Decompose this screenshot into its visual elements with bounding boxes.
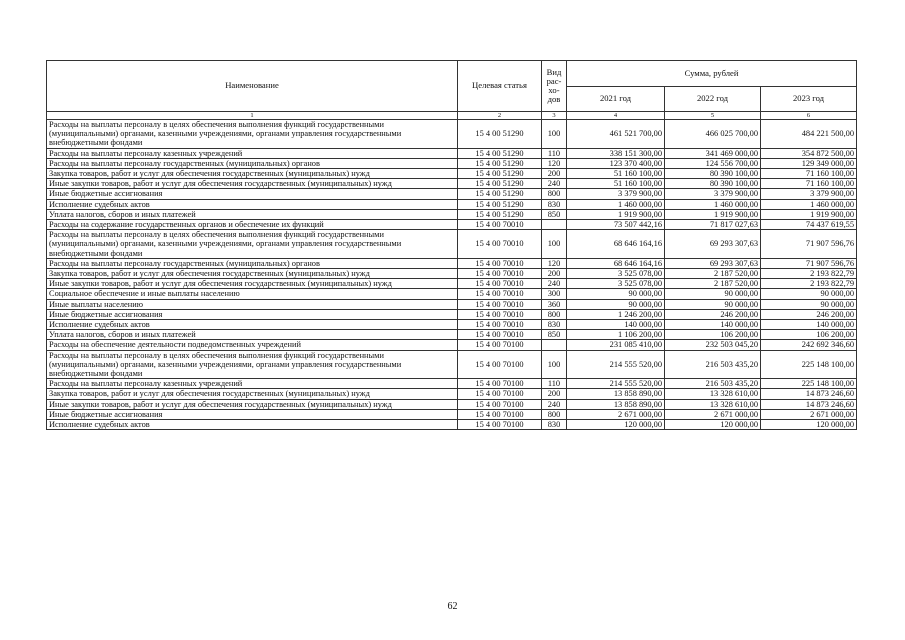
row-name: Закупка товаров, работ и услуг для обеспечения государственных (муниципальных) нужд bbox=[47, 269, 458, 279]
row-sum-2023: 71 160 100,00 bbox=[761, 179, 857, 189]
row-sum-2021: 120 000,00 bbox=[567, 420, 665, 430]
row-target-article: 15 4 00 51290 bbox=[458, 148, 542, 158]
row-target-article: 15 4 00 51290 bbox=[458, 169, 542, 179]
column-number: 6 bbox=[761, 112, 857, 120]
row-expense-type: 200 bbox=[542, 269, 567, 279]
row-sum-2021: 3 379 900,00 bbox=[567, 189, 665, 199]
row-expense-type: 240 bbox=[542, 399, 567, 409]
row-sum-2022: 216 503 435,20 bbox=[665, 379, 761, 389]
row-sum-2021: 214 555 520,00 bbox=[567, 350, 665, 379]
row-sum-2022: 466 025 700,00 bbox=[665, 120, 761, 149]
column-number: 4 bbox=[567, 112, 665, 120]
table-row bbox=[47, 389, 857, 399]
row-sum-2023: 3 379 900,00 bbox=[761, 189, 857, 199]
row-sum-2021: 13 858 890,00 bbox=[567, 399, 665, 409]
row-name: Иные закупки товаров, работ и услуг для обеспечения государственных (муниципальных) нужд bbox=[47, 399, 458, 409]
row-expense-type: 240 bbox=[542, 179, 567, 189]
column-number: 5 bbox=[665, 112, 761, 120]
row-expense-type: 100 bbox=[542, 230, 567, 259]
row-expense-type: 830 bbox=[542, 199, 567, 209]
row-expense-type: 800 bbox=[542, 189, 567, 199]
row-sum-2023: 106 200,00 bbox=[761, 330, 857, 340]
row-target-article: 15 4 00 70010 bbox=[458, 289, 542, 299]
row-sum-2021: 2 671 000,00 bbox=[567, 409, 665, 419]
table-row bbox=[47, 199, 857, 209]
column-number: 1 bbox=[47, 112, 458, 120]
row-sum-2022: 13 328 610,00 bbox=[665, 399, 761, 409]
row-sum-2023: 140 000,00 bbox=[761, 320, 857, 330]
row-expense-type: 100 bbox=[542, 350, 567, 379]
row-sum-2021: 73 507 442,16 bbox=[567, 220, 665, 230]
row-sum-2022: 246 200,00 bbox=[665, 309, 761, 319]
header-target-article: Целевая статья bbox=[458, 61, 542, 112]
page-number: 62 bbox=[447, 601, 458, 612]
row-sum-2023: 71 907 596,76 bbox=[761, 230, 857, 259]
row-sum-2021: 123 370 400,00 bbox=[567, 158, 665, 168]
row-target-article: 15 4 00 51290 bbox=[458, 158, 542, 168]
row-name: Уплата налогов, сборов и иных платежей bbox=[47, 330, 458, 340]
row-target-article: 15 4 00 70010 bbox=[458, 330, 542, 340]
row-name: Расходы на выплаты персоналу казенных учреждений bbox=[47, 379, 458, 389]
row-sum-2022: 71 817 027,63 bbox=[665, 220, 761, 230]
row-name: Иные закупки товаров, работ и услуг для обеспечения государственных (муниципальных) нужд bbox=[47, 279, 458, 289]
row-name: Закупка товаров, работ и услуг для обеспечения государственных (муниципальных) нужд bbox=[47, 169, 458, 179]
column-number: 3 bbox=[542, 112, 567, 120]
row-sum-2023: 90 000,00 bbox=[761, 299, 857, 309]
table-row bbox=[47, 120, 857, 149]
row-sum-2023: 1 919 900,00 bbox=[761, 209, 857, 219]
table-row bbox=[47, 340, 857, 350]
row-sum-2022: 2 187 520,00 bbox=[665, 279, 761, 289]
row-expense-type bbox=[542, 340, 567, 350]
row-sum-2022: 80 390 100,00 bbox=[665, 179, 761, 189]
table-row bbox=[47, 299, 857, 309]
row-sum-2021: 3 525 078,00 bbox=[567, 279, 665, 289]
row-target-article: 15 4 00 70010 bbox=[458, 279, 542, 289]
row-target-article: 15 4 00 70010 bbox=[458, 220, 542, 230]
row-sum-2023: 71 907 596,76 bbox=[761, 258, 857, 268]
row-sum-2023: 120 000,00 bbox=[761, 420, 857, 430]
row-sum-2022: 2 671 000,00 bbox=[665, 409, 761, 419]
row-sum-2023: 354 872 500,00 bbox=[761, 148, 857, 158]
row-expense-type bbox=[542, 220, 567, 230]
table-row bbox=[47, 220, 857, 230]
row-target-article: 15 4 00 70100 bbox=[458, 399, 542, 409]
row-sum-2021: 461 521 700,00 bbox=[567, 120, 665, 149]
row-sum-2021: 1 106 200,00 bbox=[567, 330, 665, 340]
table-row bbox=[47, 179, 857, 189]
row-sum-2023: 484 221 500,00 bbox=[761, 120, 857, 149]
row-sum-2023: 225 148 100,00 bbox=[761, 350, 857, 379]
row-target-article: 15 4 00 51290 bbox=[458, 209, 542, 219]
row-sum-2023: 74 437 619,55 bbox=[761, 220, 857, 230]
row-target-article: 15 4 00 70010 bbox=[458, 269, 542, 279]
row-expense-type: 300 bbox=[542, 289, 567, 299]
row-sum-2022: 232 503 045,20 bbox=[665, 340, 761, 350]
row-name: Закупка товаров, работ и услуг для обеспечения государственных (муниципальных) нужд bbox=[47, 389, 458, 399]
row-target-article: 15 4 00 70100 bbox=[458, 420, 542, 430]
row-name: Иные выплаты населению bbox=[47, 299, 458, 309]
table-row bbox=[47, 399, 857, 409]
row-sum-2023: 90 000,00 bbox=[761, 289, 857, 299]
row-sum-2021: 51 160 100,00 bbox=[567, 179, 665, 189]
row-name: Исполнение судебных актов bbox=[47, 420, 458, 430]
row-sum-2021: 338 151 300,00 bbox=[567, 148, 665, 158]
row-expense-type: 830 bbox=[542, 420, 567, 430]
row-name: Расходы на выплаты персоналу в целях обеспечения выполнения функций государственными (муниципальными) органами, казенными учреждениями, органами управления государственными внебюджетными фондами bbox=[47, 230, 458, 259]
row-name: Расходы на выплаты персоналу государственных (муниципальных) органов bbox=[47, 258, 458, 268]
row-target-article: 15 4 00 70010 bbox=[458, 230, 542, 259]
column-number: 2 bbox=[458, 112, 542, 120]
table-row bbox=[47, 269, 857, 279]
table-row bbox=[47, 330, 857, 340]
row-sum-2023: 2 671 000,00 bbox=[761, 409, 857, 419]
row-target-article: 15 4 00 70100 bbox=[458, 350, 542, 379]
row-expense-type: 850 bbox=[542, 209, 567, 219]
table-row bbox=[47, 420, 857, 430]
table-row bbox=[47, 209, 857, 219]
column-number-row bbox=[47, 112, 857, 120]
row-sum-2022: 1 460 000,00 bbox=[665, 199, 761, 209]
row-expense-type: 240 bbox=[542, 279, 567, 289]
header-row-top bbox=[47, 61, 857, 87]
row-name: Иные бюджетные ассигнования bbox=[47, 409, 458, 419]
budget-table bbox=[46, 60, 857, 430]
row-target-article: 15 4 00 51290 bbox=[458, 189, 542, 199]
header-sum: Сумма, рублей bbox=[567, 61, 857, 87]
row-target-article: 15 4 00 70010 bbox=[458, 309, 542, 319]
row-expense-type: 200 bbox=[542, 169, 567, 179]
table-body bbox=[47, 120, 857, 430]
table-row bbox=[47, 279, 857, 289]
row-name: Расходы на выплаты персоналу казенных учреждений bbox=[47, 148, 458, 158]
row-sum-2023: 129 349 000,00 bbox=[761, 158, 857, 168]
row-sum-2021: 1 919 900,00 bbox=[567, 209, 665, 219]
row-name: Уплата налогов, сборов и иных платежей bbox=[47, 209, 458, 219]
table-row bbox=[47, 230, 857, 259]
row-sum-2021: 90 000,00 bbox=[567, 299, 665, 309]
row-sum-2021: 90 000,00 bbox=[567, 289, 665, 299]
table-row bbox=[47, 289, 857, 299]
row-name: Расходы на выплаты персоналу государственных (муниципальных) органов bbox=[47, 158, 458, 168]
table-row bbox=[47, 148, 857, 158]
row-sum-2022: 140 000,00 bbox=[665, 320, 761, 330]
table-row bbox=[47, 189, 857, 199]
row-target-article: 15 4 00 70100 bbox=[458, 379, 542, 389]
row-expense-type: 100 bbox=[542, 120, 567, 149]
row-expense-type: 120 bbox=[542, 258, 567, 268]
row-expense-type: 120 bbox=[542, 158, 567, 168]
row-expense-type: 110 bbox=[542, 379, 567, 389]
row-sum-2022: 80 390 100,00 bbox=[665, 169, 761, 179]
row-expense-type: 200 bbox=[542, 389, 567, 399]
row-sum-2022: 120 000,00 bbox=[665, 420, 761, 430]
header-year-2021: 2021 год bbox=[567, 87, 665, 112]
row-sum-2023: 242 692 346,60 bbox=[761, 340, 857, 350]
header-year-2023: 2023 год bbox=[761, 87, 857, 112]
row-sum-2023: 71 160 100,00 bbox=[761, 169, 857, 179]
header-year-2022: 2022 год bbox=[665, 87, 761, 112]
row-sum-2021: 68 646 164,16 bbox=[567, 230, 665, 259]
row-sum-2022: 69 293 307,63 bbox=[665, 230, 761, 259]
row-sum-2023: 2 193 822,79 bbox=[761, 279, 857, 289]
table-row bbox=[47, 158, 857, 168]
row-sum-2021: 1 246 200,00 bbox=[567, 309, 665, 319]
row-sum-2022: 341 469 000,00 bbox=[665, 148, 761, 158]
row-expense-type: 360 bbox=[542, 299, 567, 309]
table-row bbox=[47, 258, 857, 268]
row-target-article: 15 4 00 51290 bbox=[458, 199, 542, 209]
table-row bbox=[47, 169, 857, 179]
header-name: Наименование bbox=[47, 61, 458, 112]
row-sum-2021: 51 160 100,00 bbox=[567, 169, 665, 179]
row-name: Расходы на выплаты персоналу в целях обеспечения выполнения функций государственными (муниципальными) органами, казенными учреждениями, органами управления государственными внебюджетными фондами bbox=[47, 350, 458, 379]
row-name: Исполнение судебных актов bbox=[47, 199, 458, 209]
row-target-article: 15 4 00 70010 bbox=[458, 299, 542, 309]
row-expense-type: 850 bbox=[542, 330, 567, 340]
row-sum-2022: 106 200,00 bbox=[665, 330, 761, 340]
row-name: Социальное обеспечение и иные выплаты населению bbox=[47, 289, 458, 299]
row-sum-2023: 1 460 000,00 bbox=[761, 199, 857, 209]
row-name: Иные бюджетные ассигнования bbox=[47, 309, 458, 319]
row-sum-2022: 1 919 900,00 bbox=[665, 209, 761, 219]
row-sum-2023: 2 193 822,79 bbox=[761, 269, 857, 279]
row-sum-2021: 214 555 520,00 bbox=[567, 379, 665, 389]
row-sum-2022: 124 556 700,00 bbox=[665, 158, 761, 168]
row-sum-2022: 3 379 900,00 bbox=[665, 189, 761, 199]
row-target-article: 15 4 00 51290 bbox=[458, 179, 542, 189]
row-sum-2023: 14 873 246,60 bbox=[761, 399, 857, 409]
table-row bbox=[47, 350, 857, 379]
row-name: Исполнение судебных актов bbox=[47, 320, 458, 330]
table-row bbox=[47, 379, 857, 389]
row-name: Иные закупки товаров, работ и услуг для обеспечения государственных (муниципальных) нужд bbox=[47, 179, 458, 189]
row-sum-2022: 216 503 435,20 bbox=[665, 350, 761, 379]
row-sum-2021: 140 000,00 bbox=[567, 320, 665, 330]
row-name: Расходы на содержание государственных органов и обеспечение их функций bbox=[47, 220, 458, 230]
row-target-article: 15 4 00 70010 bbox=[458, 320, 542, 330]
row-name: Расходы на выплаты персоналу в целях обеспечения выполнения функций государственными (муниципальными) органами, казенными учреждениями, органами управления государственными внебюджетными фондами bbox=[47, 120, 458, 149]
row-target-article: 15 4 00 70100 bbox=[458, 409, 542, 419]
row-sum-2023: 246 200,00 bbox=[761, 309, 857, 319]
row-sum-2022: 90 000,00 bbox=[665, 289, 761, 299]
row-expense-type: 110 bbox=[542, 148, 567, 158]
row-sum-2021: 1 460 000,00 bbox=[567, 199, 665, 209]
row-sum-2021: 231 085 410,00 bbox=[567, 340, 665, 350]
row-sum-2022: 13 328 610,00 bbox=[665, 389, 761, 399]
table-row bbox=[47, 309, 857, 319]
row-expense-type: 800 bbox=[542, 409, 567, 419]
row-sum-2023: 225 148 100,00 bbox=[761, 379, 857, 389]
header-expense-type: Вид рас-хо-дов bbox=[542, 61, 567, 112]
row-target-article: 15 4 00 70100 bbox=[458, 340, 542, 350]
row-target-article: 15 4 00 70010 bbox=[458, 258, 542, 268]
row-name: Иные бюджетные ассигнования bbox=[47, 189, 458, 199]
row-target-article: 15 4 00 70100 bbox=[458, 389, 542, 399]
row-sum-2021: 3 525 078,00 bbox=[567, 269, 665, 279]
row-expense-type: 800 bbox=[542, 309, 567, 319]
table-row bbox=[47, 409, 857, 419]
row-expense-type: 830 bbox=[542, 320, 567, 330]
table-row bbox=[47, 320, 857, 330]
row-name: Расходы на обеспечение деятельности подведомственных учреждений bbox=[47, 340, 458, 350]
row-sum-2023: 14 873 246,60 bbox=[761, 389, 857, 399]
row-sum-2021: 13 858 890,00 bbox=[567, 389, 665, 399]
row-target-article: 15 4 00 51290 bbox=[458, 120, 542, 149]
row-sum-2022: 2 187 520,00 bbox=[665, 269, 761, 279]
row-sum-2022: 69 293 307,63 bbox=[665, 258, 761, 268]
row-sum-2021: 68 646 164,16 bbox=[567, 258, 665, 268]
row-sum-2022: 90 000,00 bbox=[665, 299, 761, 309]
